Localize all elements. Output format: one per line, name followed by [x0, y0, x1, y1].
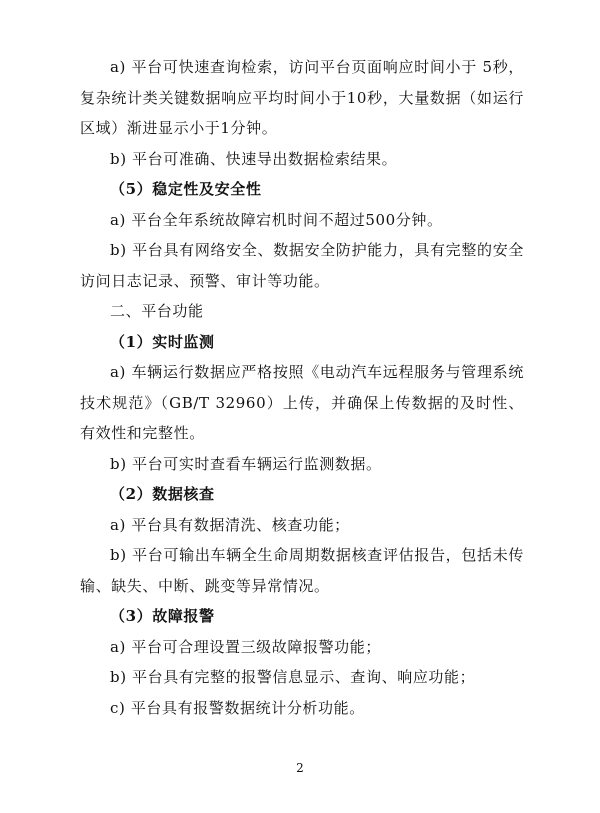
paragraph-alarm-info: b) 平台具有完整的报警信息显示、查询、响应功能； — [110, 668, 476, 686]
paragraph-three-level-alarm: a) 平台可合理设置三级故障报警功能； — [110, 637, 381, 656]
paragraph-alarm-statistics: c) 平台具有报警数据统计分析功能。 — [110, 698, 365, 717]
page-number: 2 — [296, 761, 304, 775]
paragraph-data-cleaning: a) 平台具有数据清洗、核查功能； — [110, 515, 350, 534]
paragraph-realtime-view: b) 平台可实时查看车辆运行监测数据。 — [110, 454, 382, 473]
heading-stability-security: （5）稳定性及安全性 — [110, 180, 262, 198]
paragraph-query-speed: a) 平台可快速查询检索，访问平台页面响应时间小于 5秒，复杂统计类关键数据响应平均时间小于10秒，大量数据（如运行区域）渐进显示小于1分钟。 — [80, 58, 524, 137]
paragraph-lifecycle-report: b) 平台可输出车辆全生命周期数据核查评估报告，包括未传输、缺失、中断、跳变等异常情况。 — [80, 546, 524, 595]
paragraph-upload-standard: a) 车辆运行数据应严格按照《电动汽车远程服务与管理系统技术规范》（GB/T 32960）上传，并确保上传数据的及时性、有效性和完整性。 — [80, 363, 524, 442]
heading-data-verification: （2）数据核查 — [110, 485, 215, 503]
heading-fault-alarm: （3）故障报警 — [110, 607, 215, 625]
heading-realtime-monitoring: （1）实时监测 — [110, 332, 215, 351]
paragraph-network-security: b) 平台具有网络安全、数据安全防护能力，具有完整的安全访问日志记录、预警、审计等功能。 — [80, 241, 524, 290]
paragraph-export-results: b) 平台可准确、快速导出数据检索结果。 — [110, 149, 398, 168]
heading-platform-functions: 二、平台功能 — [110, 302, 204, 320]
paragraph-downtime: a) 平台全年系统故障宕机时间不超过500分钟。 — [110, 210, 443, 229]
document-body — [80, 52, 524, 723]
